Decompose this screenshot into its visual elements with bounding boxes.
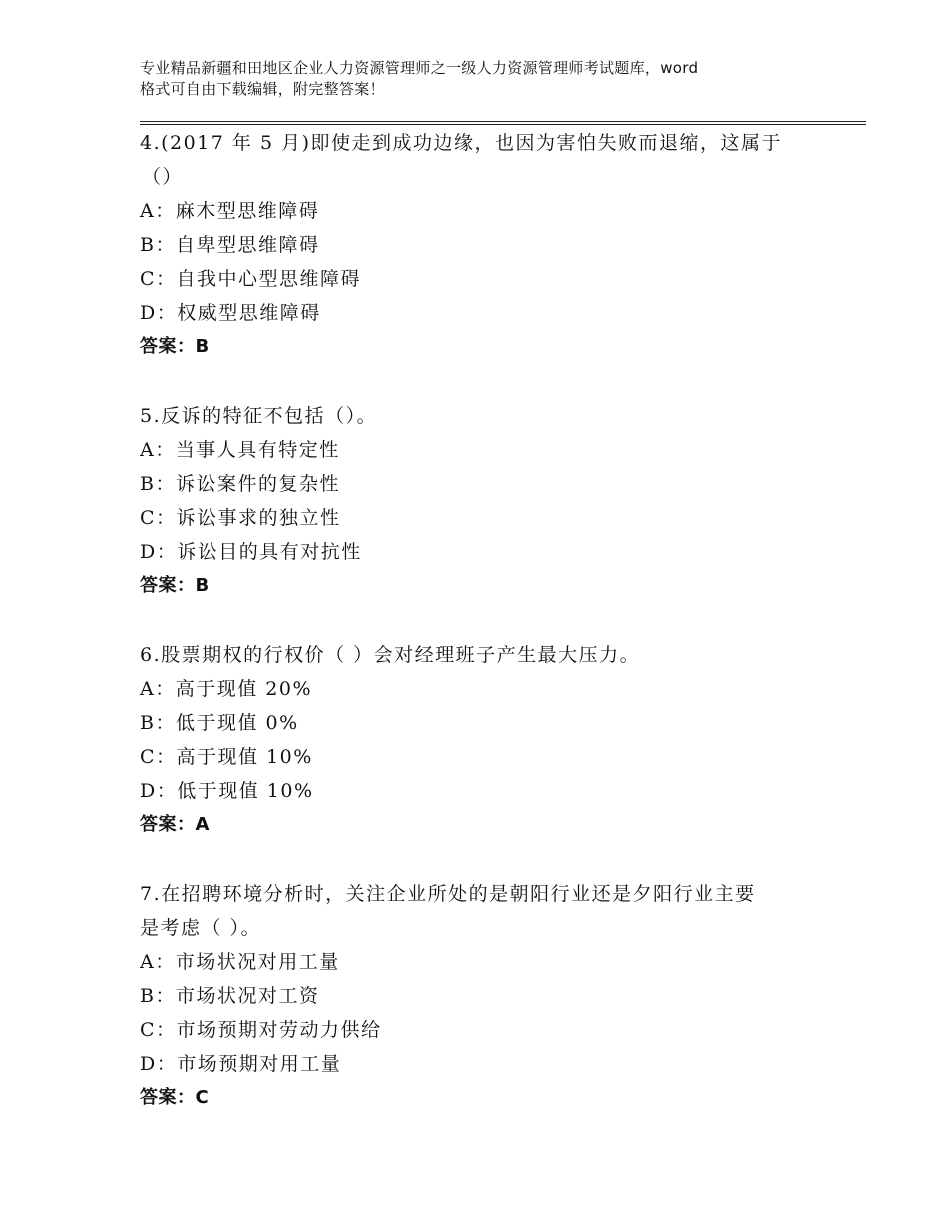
answer: 答案：B <box>140 336 210 357</box>
question-stem-continuation: 是考虑（ ）。 <box>140 917 262 939</box>
option-d: D：低于现值 10% <box>140 780 314 802</box>
option-b: B：市场状况对工资 <box>140 985 320 1007</box>
option-d: D：诉讼目的具有对抗性 <box>140 541 362 563</box>
header-line-2: 格式可自由下载编辑，附完整答案！ <box>140 80 385 98</box>
answer: 答案：A <box>140 814 210 835</box>
question-stem: 4.(2017 年 5 月)即使走到成功边缘，也因为害怕失败而退缩，这属于 <box>140 132 783 154</box>
question-stem-continuation: （） <box>142 166 184 188</box>
option-a: A：高于现值 20% <box>140 678 312 700</box>
option-a: A：当事人具有特定性 <box>140 439 340 461</box>
option-c: C：诉讼事求的独立性 <box>140 507 341 529</box>
question-list <box>140 126 820 1115</box>
option-b: B：低于现值 0% <box>140 712 299 734</box>
option-d: D：市场预期对用工量 <box>140 1053 342 1075</box>
question-5 <box>140 399 820 603</box>
option-c: C：市场预期对劳动力供给 <box>140 1019 382 1041</box>
answer: 答案：B <box>140 575 210 596</box>
option-c: C：自我中心型思维障碍 <box>140 268 362 290</box>
document-header <box>140 58 840 100</box>
header-divider-top <box>140 121 866 122</box>
option-a: A：麻木型思维障碍 <box>140 200 320 222</box>
option-a: A：市场状况对用工量 <box>140 951 340 973</box>
option-d: D：权威型思维障碍 <box>140 302 321 324</box>
option-c: C：高于现值 10% <box>140 746 313 768</box>
header-divider-bottom <box>140 124 866 125</box>
question-stem: 6.股票期权的行权价（ ）会对经理班子产生最大压力。 <box>140 644 641 666</box>
question-stem: 7.在招聘环境分析时，关注企业所处的是朝阳行业还是夕阳行业主要 <box>140 883 756 905</box>
question-4 <box>140 126 820 364</box>
question-stem: 5.反诉的特征不包括（）。 <box>140 405 378 427</box>
option-b: B：自卑型思维障碍 <box>140 234 320 256</box>
answer: 答案：C <box>140 1087 210 1108</box>
option-b: B：诉讼案件的复杂性 <box>140 473 340 495</box>
header-line-1: 专业精品新疆和田地区企业人力资源管理师之一级人力资源管理师考试题库，word <box>140 59 699 77</box>
question-7 <box>140 877 820 1115</box>
question-6 <box>140 638 820 842</box>
